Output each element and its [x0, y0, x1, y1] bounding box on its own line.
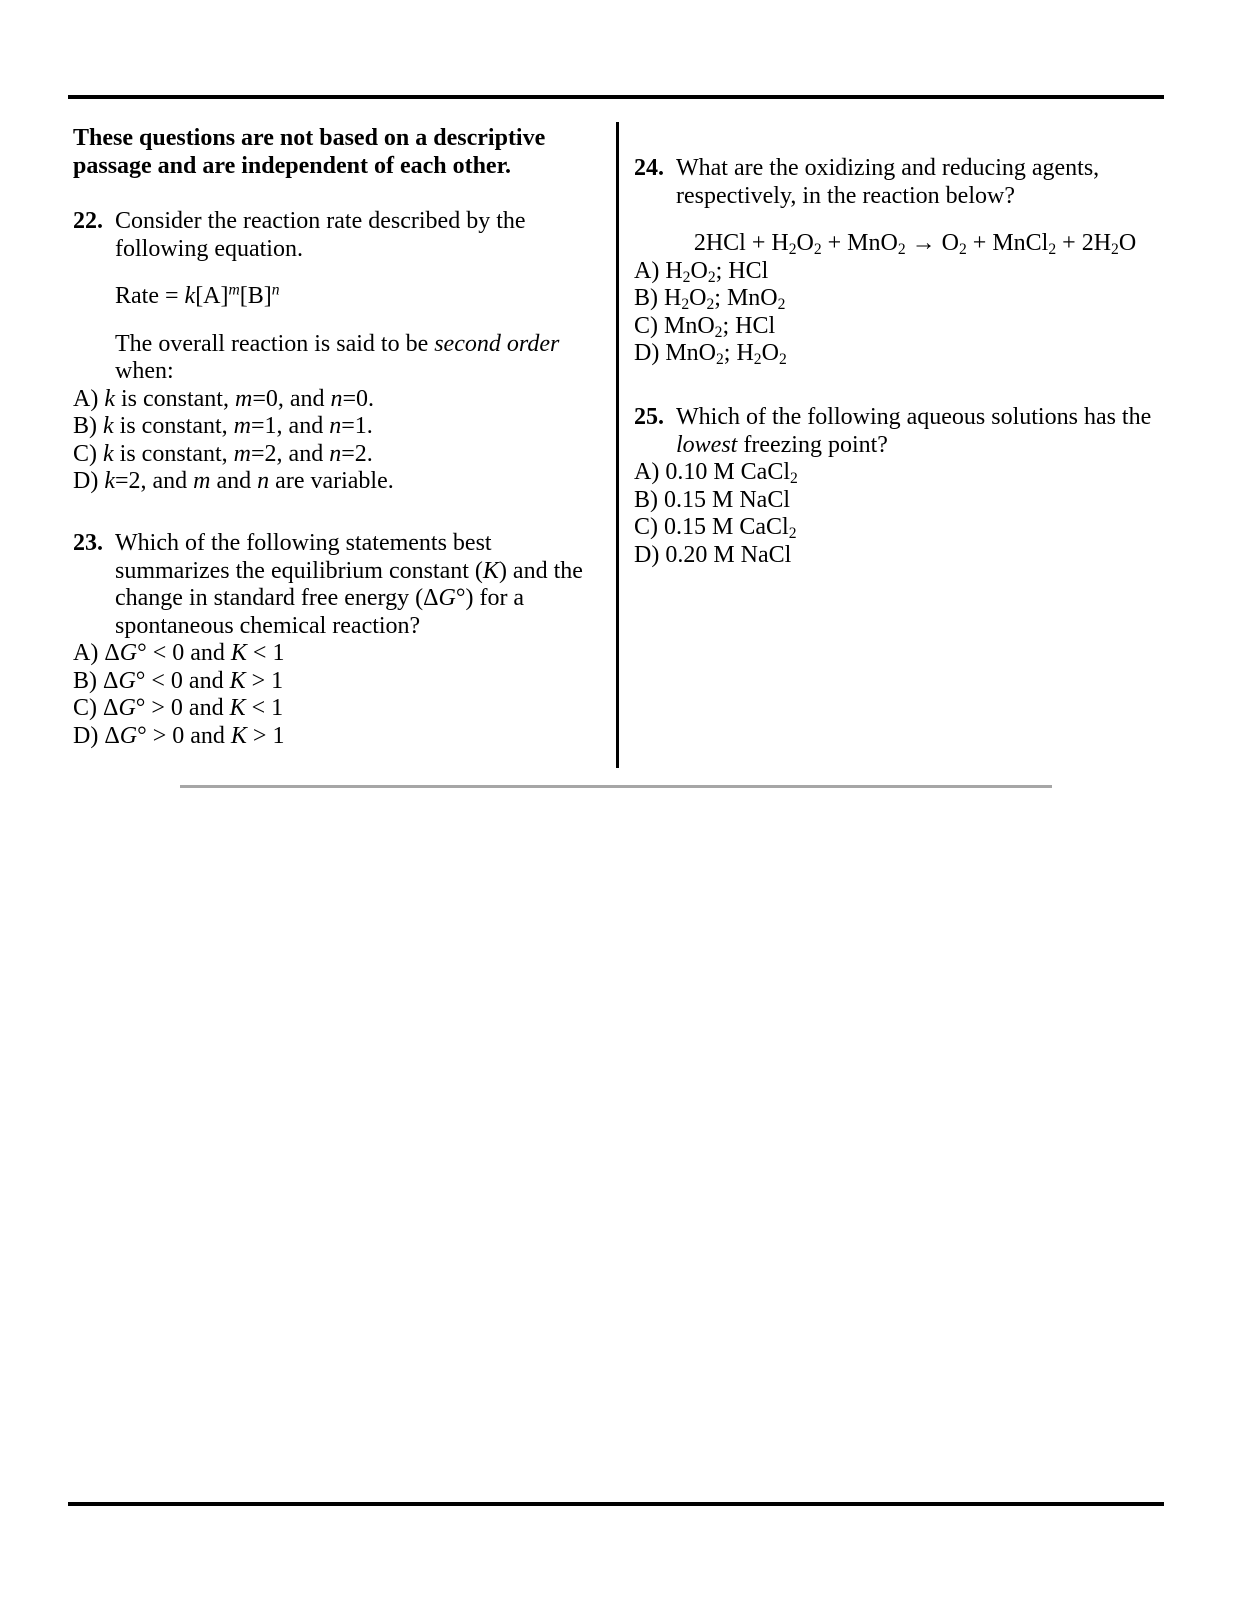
question-number: 25.: [634, 404, 664, 430]
option-d[interactable]: D) k=2, and m and n are variable.: [73, 468, 394, 494]
question-stem: Which of the following aqueous solutions has the lowest freezing point?: [676, 404, 1152, 458]
question-22: [73, 208, 593, 496]
question-stem: Which of the following statements best summarizes the equilibrium constant (K) and the change in standard free energy (ΔG°) for a spontaneous chemical reaction?: [115, 530, 583, 639]
option-b[interactable]: B) ΔG° < 0 and K > 1: [73, 667, 284, 694]
question-stem: What are the oxidizing and reducing agents, respectively, in the reaction below?: [676, 155, 1100, 209]
option-d[interactable]: D) 0.20 M NaCl: [634, 541, 792, 568]
option-c[interactable]: C) MnO$_2$; HCl: [634, 312, 776, 341]
question-number: 24.: [634, 155, 664, 181]
question-stem: Consider the reaction rate described by the following equation.: [115, 208, 526, 262]
question-24: [634, 155, 1154, 368]
rate-equation: Rate = $k[A]^m[B]^n$: [115, 281, 280, 309]
option-b[interactable]: B) $H_2O_2$; MnO$_2$: [634, 285, 786, 313]
section-end-rule: [180, 785, 1052, 788]
option-a[interactable]: A) ΔG° < 0 and K < 1: [73, 640, 285, 666]
option-b[interactable]: B) k is constant, m=1, and n=1.: [73, 413, 373, 439]
question-number: 22.: [73, 208, 103, 234]
reaction-equation: $2HCl + H_2O_2 + MnO_2 \to O_2$ + MnCl$_2$ + $2H_2O$: [693, 230, 1137, 258]
answer-options: [73, 386, 593, 496]
option-c[interactable]: C) k is constant, m=2, and n=2.: [73, 440, 373, 467]
answer-options: [634, 258, 1154, 368]
option-a[interactable]: A) $H_2O_2$; HCl: [634, 257, 769, 286]
top-rule: [68, 95, 1164, 99]
answer-options: [634, 459, 1164, 569]
bottom-rule: [68, 1502, 1164, 1506]
column-divider: [616, 122, 619, 768]
option-a[interactable]: A) k is constant, m=0, and n=0.: [73, 385, 375, 412]
option-c[interactable]: C) 0.15 M CaCl$_2$: [634, 514, 797, 542]
option-c[interactable]: C) ΔG° > 0 and K < 1: [73, 695, 284, 721]
question-23: [73, 530, 593, 750]
section-instructions: These questions are not based on a descriptive passage and are independent of each other.: [73, 125, 546, 179]
question-number: 23.: [73, 530, 103, 556]
option-d[interactable]: D) MnO$_2$; $H_2O_2$: [634, 340, 787, 368]
option-a[interactable]: A) 0.10 M CaCl$_2$: [634, 459, 798, 487]
answer-options: [73, 640, 593, 750]
option-b[interactable]: B) 0.15 M NaCl: [634, 486, 790, 513]
option-d[interactable]: D) ΔG° > 0 and K > 1: [73, 722, 285, 749]
order-statement: The overall reaction is said to be second order when:: [115, 330, 560, 384]
question-25: [634, 404, 1164, 569]
